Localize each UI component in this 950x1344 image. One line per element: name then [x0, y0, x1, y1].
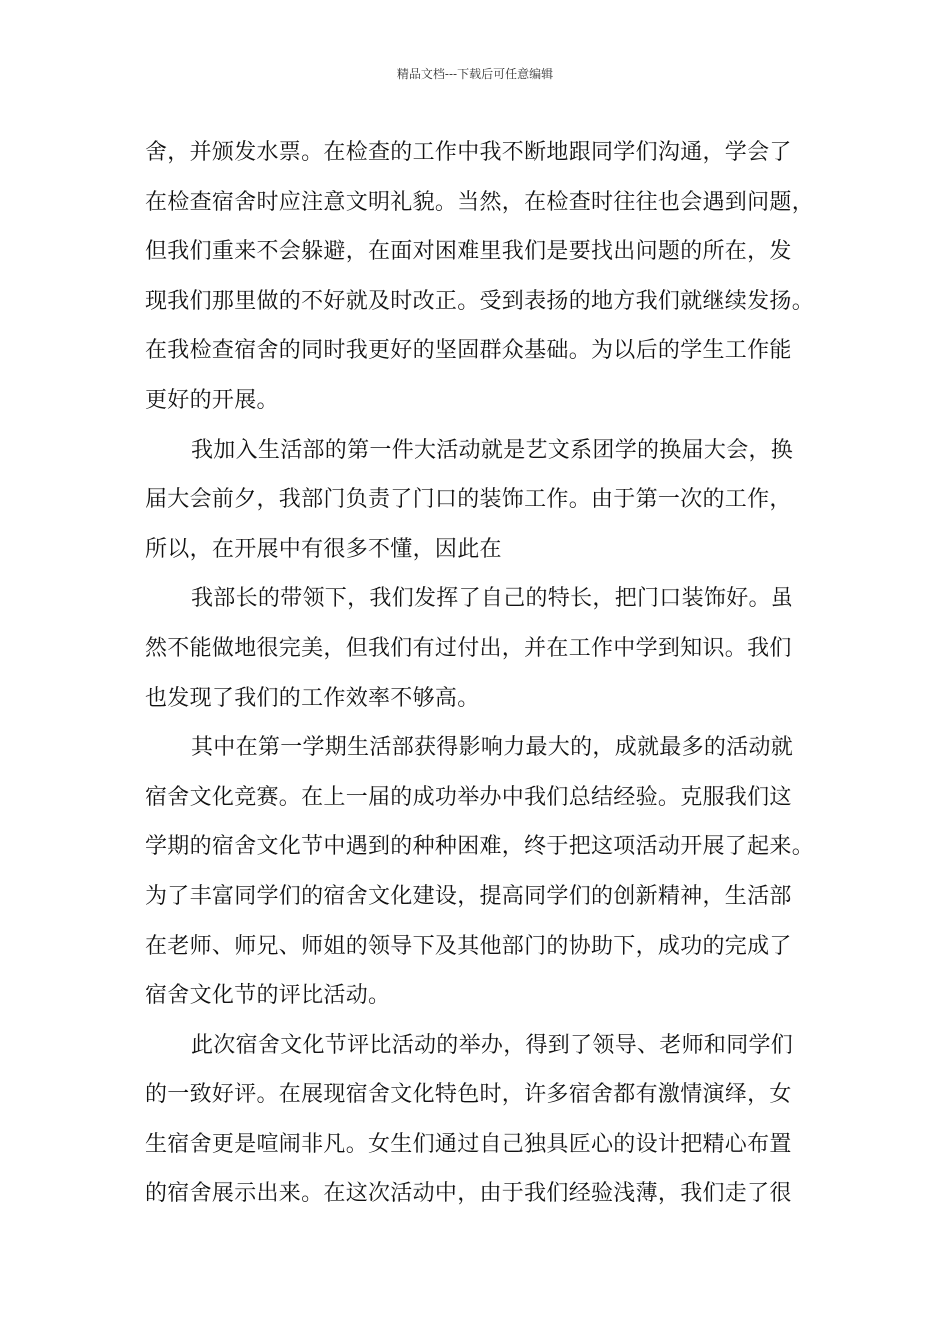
page-header: 精品文档---下载后可任意编辑: [396, 67, 554, 81]
text-line: 为了丰富同学们的宿舍文化建设，提高同学们的创新精神，生活部: [145, 883, 792, 909]
text-line: 生宿舍更是喧闹非凡。女生们通过自己独具匠心的设计把精心布置: [145, 1131, 792, 1157]
text-line: 届大会前夕，我部门负责了门口的装饰工作。由于第一次的工作，: [145, 487, 792, 513]
text-line: 在检查宿舍时应注意文明礼貌。当然，在检查时往往也会遇到问题，: [145, 189, 815, 215]
document-body: [145, 128, 815, 1219]
text-line: 但我们重来不会躲避，在面对困难里我们是要找出问题的所在，发: [145, 239, 792, 265]
text-line: 在老师、师兄、师姐的领导下及其他部门的协助下，成功的完成了: [145, 933, 792, 959]
text-line: 所以，在开展中有很多不懂，因此在: [145, 536, 502, 562]
text-line: 宿舍文化节的评比活动。: [145, 983, 391, 1009]
text-line: 更好的开展。: [145, 387, 279, 413]
text-line: 的宿舍展示出来。在这次活动中，由于我们经验浅薄，我们走了很: [145, 1181, 792, 1207]
text-line: 也发现了我们的工作效率不够高。: [145, 685, 480, 711]
paragraph-first-line: 此次宿舍文化节评比活动的举办，得到了领导、老师和同学们: [191, 1032, 794, 1058]
text-line: 宿舍文化竞赛。在上一届的成功举办中我们总结经验。克服我们这: [145, 784, 792, 810]
text-line: 现我们那里做的不好就及时改正。受到表扬的地方我们就继续发扬。: [145, 288, 815, 314]
paragraph-first-line: 其中在第一学期生活部获得影响力最大的，成就最多的活动就: [191, 735, 794, 761]
text-line: 舍，并颁发水票。在检查的工作中我不断地跟同学们沟通，学会了: [145, 140, 792, 165]
text-line: 学期的宿舍文化节中遇到的种种困难，终于把这项活动开展了起来。: [145, 834, 815, 860]
paragraph-first-line: 我部长的带领下，我们发挥了自己的特长，把门口装饰好。虽: [191, 586, 794, 612]
text-line: 在我检查宿舍的同时我更好的坚固群众基础。为以后的学生工作能: [145, 338, 792, 364]
text-line: 的一致好评。在展现宿舍文化特色时，许多宿舍都有激情演绎，女: [145, 1082, 792, 1108]
paragraph-first-line: 我加入生活部的第一件大活动就是艺文系团学的换届大会，换: [191, 437, 794, 463]
text-line: 然不能做地很完美，但我们有过付出，并在工作中学到知识。我们: [145, 635, 792, 661]
